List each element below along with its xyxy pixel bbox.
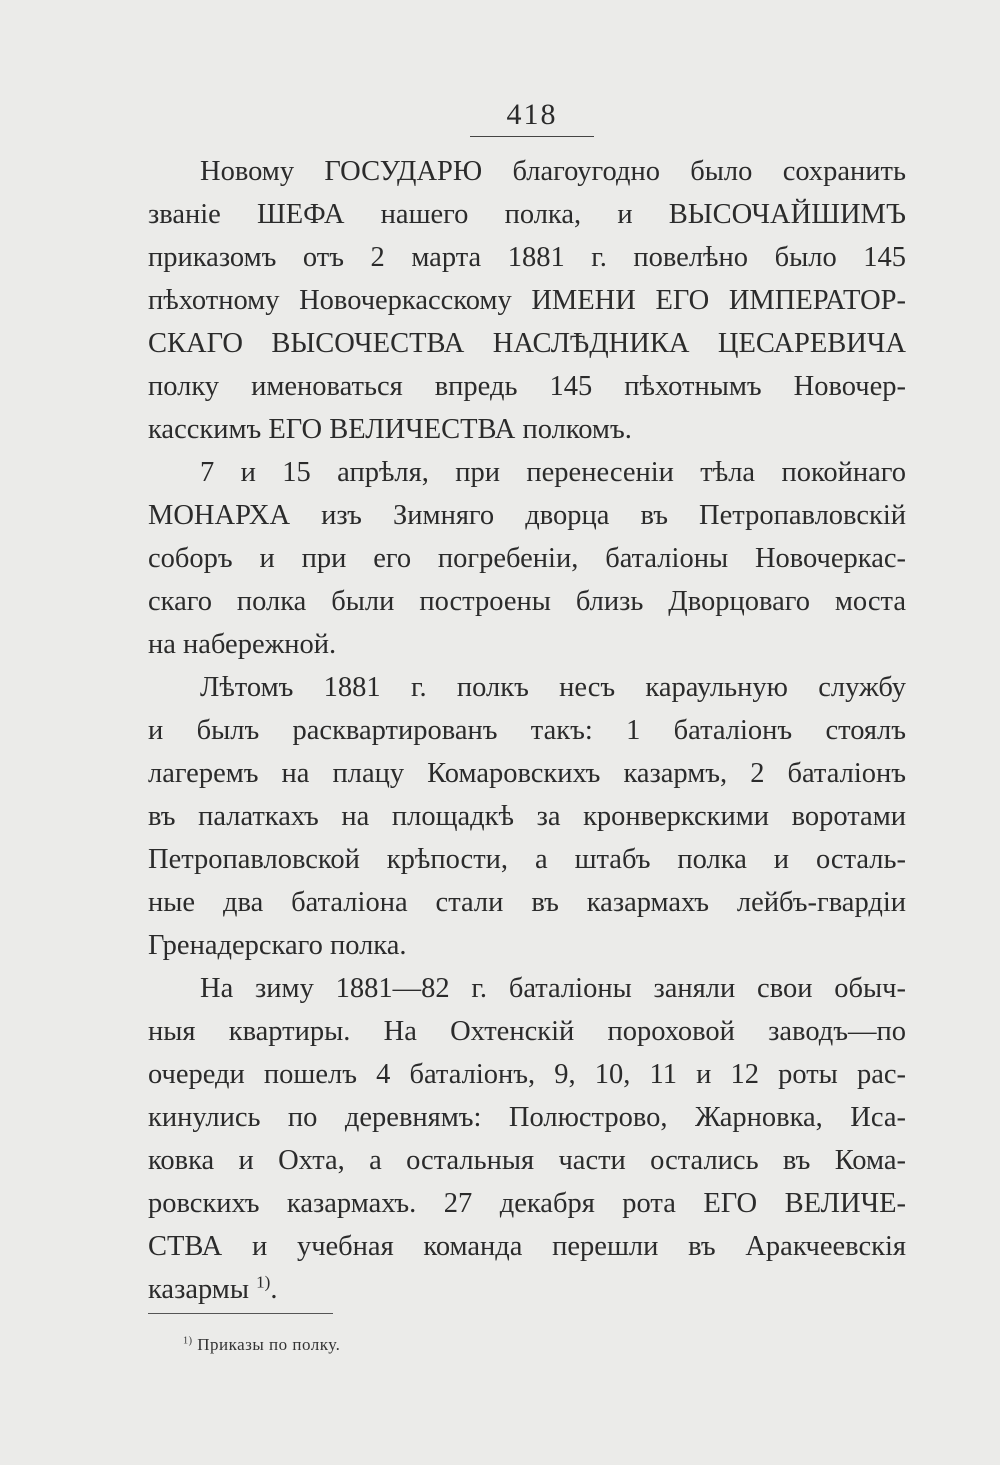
text-line: СТВА и учебная команда перешли въ Аракчеевскія	[148, 1231, 906, 1262]
paragraph	[148, 967, 906, 1311]
text-line: званіе ШЕФА нашего полка, и ВЫСОЧАЙШИМЪ	[148, 199, 906, 230]
text-line: скаго полка были построены близь Дворцоваго моста	[148, 586, 906, 617]
text-line: соборъ и при его погребеніи, баталіоны Новочеркас-	[148, 543, 906, 574]
text-line: ныя квартиры. На Охтенскій пороховой заводъ—по	[148, 1016, 906, 1047]
footnote-divider	[148, 1313, 333, 1314]
sentence-end: .	[270, 1274, 278, 1305]
text-line: приказомъ отъ 2 марта 1881 г. повелѣно было 145	[148, 242, 906, 273]
paragraph	[148, 666, 906, 967]
paragraph	[148, 451, 906, 666]
text-line: касскимъ ЕГО ВЕЛИЧЕСТВА полкомъ.	[148, 414, 632, 445]
footnote-reference[interactable]: 1)	[256, 1272, 271, 1292]
text-line	[148, 1268, 906, 1311]
text-line: лагеремъ на плацу Комаровскихъ казармъ, 2 баталіонъ	[148, 758, 906, 789]
text-line: на набережной.	[148, 629, 337, 660]
paragraph	[148, 150, 906, 451]
text-line: 7 и 15 апрѣля, при перенесеніи тѣла покойнаго	[200, 457, 906, 488]
text-line: Гренадерскаго полка.	[148, 930, 407, 961]
text-line: Петропавловской крѣпости, а штабъ полка и осталь-	[148, 844, 906, 875]
text-line: и былъ расквартированъ такъ: 1 баталіонъ стоялъ	[148, 715, 906, 746]
text-line: ковка и Охта, а остальныя части остались въ Кома-	[148, 1145, 906, 1176]
text-line: пѣхотному Новочеркасскому ИМЕНИ ЕГО ИМПЕРАТОР-	[148, 285, 906, 316]
footnote-text: Приказы по полку.	[192, 1335, 341, 1354]
text-line: На зиму 1881—82 г. баталіоны заняли свои обыч-	[200, 973, 906, 1004]
text-line: ные два баталіона стали въ казармахъ лейбъ-гвардіи	[148, 887, 906, 918]
text-line: очереди пошелъ 4 баталіонъ, 9, 10, 11 и 12 роты рас-	[148, 1059, 906, 1090]
text-line-content: казармы	[148, 1274, 249, 1305]
text-line: СКАГО ВЫСОЧЕСТВА НАСЛѢДНИКА ЦЕСАРЕВИЧА	[148, 328, 906, 359]
text-line: Лѣтомъ 1881 г. полкъ несъ караульную службу	[200, 672, 906, 703]
text-line: МОНАРХА изъ Зимняго дворца въ Петропавловскій	[148, 500, 906, 531]
footnote-mark: 1)	[183, 1335, 193, 1347]
text-line: Новому ГОСУДАРЮ благоугодно было сохранить	[200, 156, 906, 187]
text-line: полку именоваться впредь 145 пѣхотнымъ Новочер-	[148, 371, 906, 402]
text-line: ровскихъ казармахъ. 27 декабря рота ЕГО ВЕЛИЧЕ-	[148, 1188, 906, 1219]
main-text	[148, 150, 906, 1311]
text-line: кинулись по деревнямъ: Полюстрово, Жарновка, Иса-	[148, 1102, 906, 1133]
page-number: 418	[470, 98, 594, 137]
text-line: въ палаткахъ на площадкѣ за кронверкскими воротами	[148, 801, 906, 832]
footnote	[183, 1335, 340, 1355]
